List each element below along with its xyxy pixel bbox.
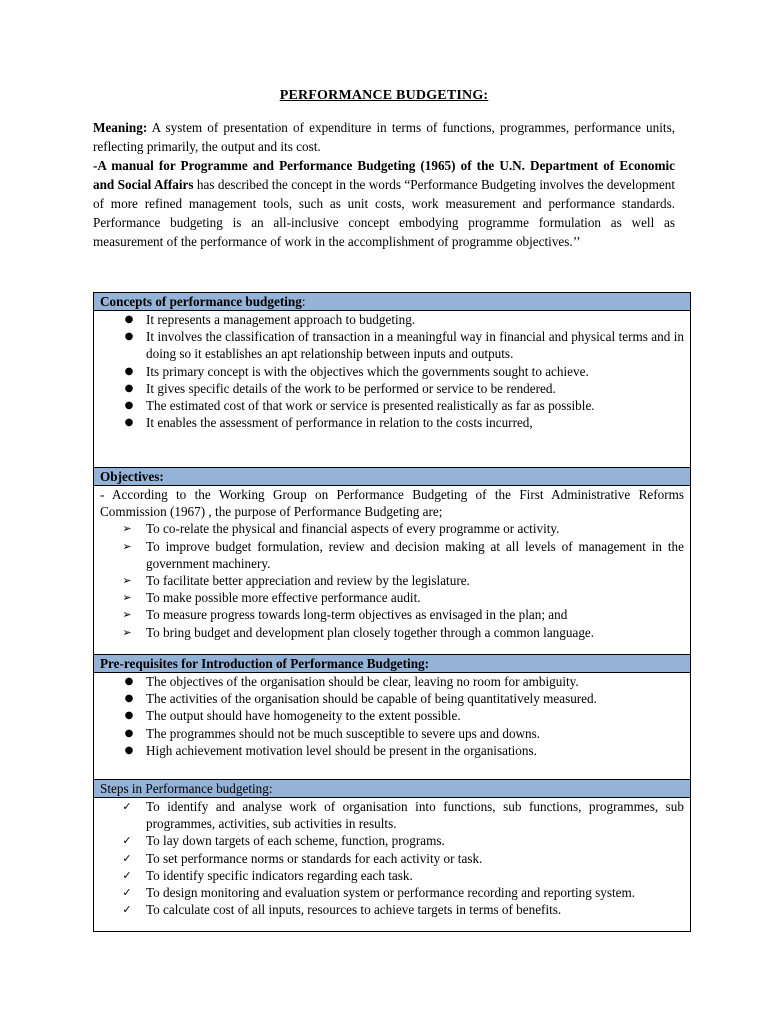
prerequisites-heading: Pre-requisites for Introduction of Performance Budgeting:: [94, 655, 690, 673]
meaning-text: A system of presentation of expenditure in terms of functions, programmes, performance units, reflecting primarily, the output and its cost.: [93, 120, 675, 154]
list-item: [100, 884, 684, 901]
list-item-text: To facilitate better appreciation and review by the legislature.: [146, 573, 470, 589]
objectives-body: [94, 486, 690, 641]
concepts-heading: [94, 293, 690, 311]
manual-text: has described the concept in the words “Performance Budgeting involves the development of more refined management tools, such as unit costs, work measurement and performance standards. Performance budgeting is an all-inclusive concept embodying programme formulation as well as measurement of the performance of work in the accomplishment of programme objectives.’’: [93, 177, 675, 249]
list-item: [100, 673, 684, 690]
list-item: [100, 572, 684, 589]
bullet-icon: ●: [124, 365, 134, 377]
list-item-text: To set performance norms or standards for each activity or task.: [146, 850, 483, 866]
list-item: [100, 589, 684, 606]
list-item: [100, 901, 684, 918]
list-item-text: To lay down targets of each scheme, function, programs.: [146, 833, 445, 849]
arrow-bullet-icon: ➢: [122, 522, 132, 536]
steps-heading: Steps in Performance budgeting:: [94, 780, 690, 798]
prerequisites-body: [94, 673, 690, 759]
objectives-list: [100, 520, 684, 640]
list-item-text: It enables the assessment of performance in relation to the costs incurred,: [146, 415, 533, 431]
bullet-icon: ●: [124, 331, 134, 343]
bullet-icon: ●: [124, 676, 134, 687]
prerequisites-list: [100, 673, 684, 759]
list-item: [100, 624, 684, 641]
list-item: [100, 520, 684, 537]
list-item-text: The objectives of the organisation should be clear, leaving no room for ambiguity.: [146, 674, 579, 689]
list-item-text: High achievement motivation level should be present in the organisations.: [146, 742, 537, 758]
list-item: [100, 538, 684, 572]
steps-list: [100, 798, 684, 918]
list-item-text: To design monitoring and evaluation system or performance recording and reporting system.: [146, 885, 636, 901]
objectives-heading: Objectives:: [94, 468, 690, 486]
steps-body: [94, 798, 690, 918]
list-item-text: The output should have homogeneity to the extent possible.: [146, 708, 461, 724]
bullet-icon: ●: [124, 400, 134, 412]
list-item-text: The estimated cost of that work or service is presented realistically as far as possible.: [146, 398, 595, 414]
manual-bold-text: -A manual for Programme and Performance Budgeting (1965) of the U.N. Department of Economic and Social Affairs: [93, 158, 675, 192]
prerequisites-box: [93, 654, 691, 781]
checkmark-icon: ✓: [122, 903, 132, 917]
list-item-text: Its primary concept is with the objectives which the governments sought to achieve.: [146, 363, 589, 379]
list-item-text: To identify and analyse work of organisation into functions, sub functions, programmes, sub programmes, activities, sub activities in results.: [146, 799, 684, 832]
list-item-text: To improve budget formulation, review and decision making at all levels of management in the government machinery.: [146, 538, 684, 571]
arrow-bullet-icon: ➢: [122, 625, 132, 639]
concepts-heading-suffix: :: [301, 294, 306, 309]
bullet-icon: ●: [124, 693, 134, 705]
concepts-box: [93, 292, 691, 469]
list-item: [100, 363, 684, 380]
checkmark-icon: ✓: [122, 886, 132, 900]
list-item-text: It involves the classification of transaction in a meaningful way in financial and physical terms and in doing so it establishes an apt relationship between inputs and outputs.: [146, 329, 684, 362]
list-item-text: To co-relate the physical and financial aspects of every programme or activity.: [146, 521, 560, 537]
page-title: PERFORMANCE BUDGETING:: [279, 88, 489, 103]
list-item-text: The activities of the organisation should be capable of being quantitatively measured.: [146, 691, 597, 707]
meaning-paragraph: [93, 118, 675, 156]
steps-box: [93, 779, 691, 932]
bullet-icon: ●: [124, 417, 134, 429]
list-item: [100, 690, 684, 707]
list-item-text: To make possible more effective performance audit.: [146, 590, 421, 606]
list-item: [100, 798, 684, 832]
list-item: [100, 867, 684, 884]
arrow-bullet-icon: ➢: [122, 608, 132, 622]
list-item: [100, 707, 684, 724]
list-item: [100, 414, 684, 431]
list-item: [100, 380, 684, 397]
list-item: [100, 850, 684, 867]
objectives-intro: - According to the Working Group on Performance Budgeting of the First Administrative Reforms Commission (1967) , the purpose of Performance Budgeting are;: [100, 487, 684, 520]
checkmark-icon: ✓: [122, 834, 132, 848]
bullet-icon: ●: [124, 710, 134, 722]
objectives-box: [93, 467, 691, 656]
list-item-text: The programmes should not be much susceptible to severe ups and downs.: [146, 725, 541, 741]
list-item: [100, 397, 684, 414]
list-item-text: To measure progress towards long-term objectives as envisaged in the plan; and: [146, 607, 568, 623]
list-item-text: It gives specific details of the work to be performed or service to be rendered.: [146, 380, 556, 396]
checkmark-icon: ✓: [122, 800, 132, 813]
bullet-icon: ●: [124, 744, 134, 756]
list-item: [100, 742, 684, 759]
intro-section: [93, 118, 675, 251]
list-item-text: To bring budget and development plan closely together through a common language.: [146, 624, 595, 640]
bullet-icon: ●: [124, 314, 134, 325]
list-item: [100, 832, 684, 849]
concepts-list: [100, 311, 684, 431]
list-item: [100, 328, 684, 362]
list-item-text: To calculate cost of all inputs, resources to achieve targets in terms of benefits.: [146, 902, 562, 918]
concepts-heading-text: Concepts of performance budgeting: [100, 294, 302, 309]
bullet-icon: ●: [124, 727, 134, 739]
arrow-bullet-icon: ➢: [122, 591, 132, 605]
list-item-text: It represents a management approach to budgeting.: [146, 312, 416, 327]
list-item: [100, 311, 684, 328]
arrow-bullet-icon: ➢: [122, 539, 132, 553]
arrow-bullet-icon: ➢: [122, 574, 132, 588]
list-item-text: To identify specific indicators regarding each task.: [146, 867, 413, 883]
checkmark-icon: ✓: [122, 851, 132, 865]
concepts-body: [94, 311, 690, 431]
manual-paragraph: [93, 156, 675, 251]
bullet-icon: ●: [124, 382, 134, 394]
meaning-label: Meaning:: [93, 120, 148, 135]
list-item: [100, 606, 684, 623]
checkmark-icon: ✓: [122, 868, 132, 882]
list-item: [100, 725, 684, 742]
